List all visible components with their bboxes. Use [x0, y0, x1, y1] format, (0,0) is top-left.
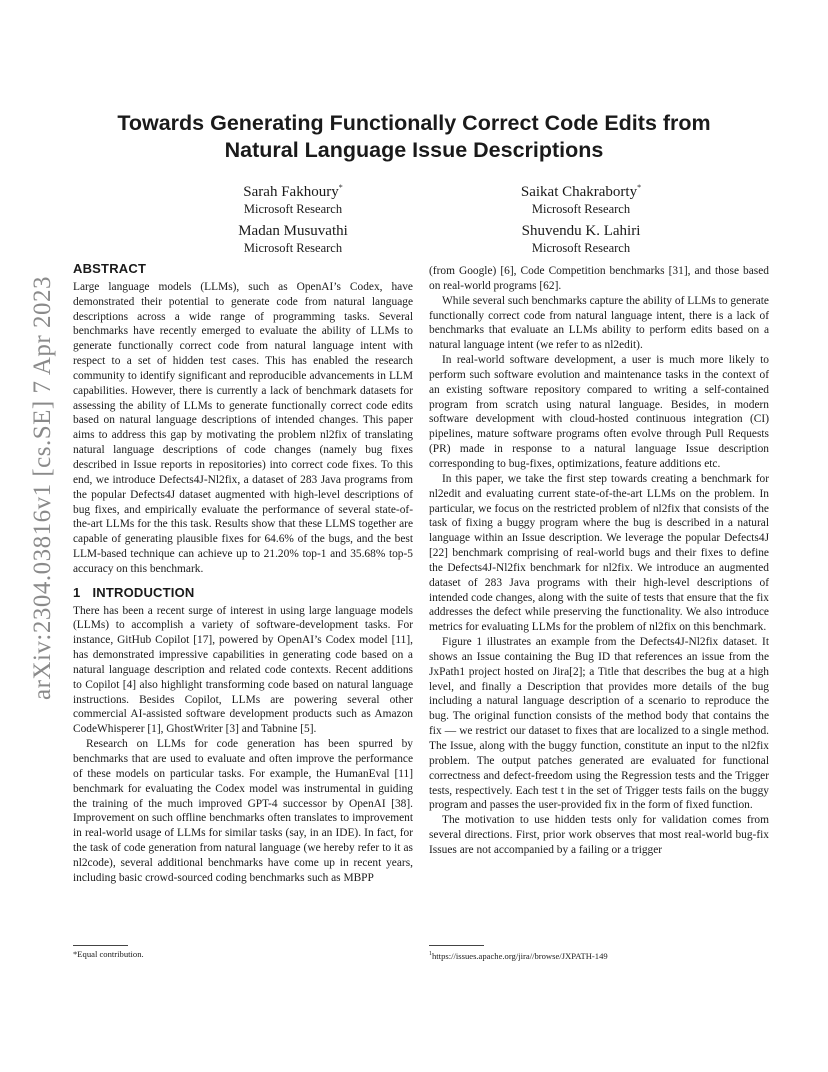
intro-paragraph-5: In real-world software development, a user is much more likely to perform such software evolution and maintenance tasks in the context of an existing software repository compared to writing a self-contained program from scratch using natural language. Besides, in modern software development with cloud-hosted continuous integration (CI) pipelines, mature software programs often evolve through Pull Requests (PR) made in response to a natural language Issue description corresponding to bug-fixes, optimizations, feature additions etc.	[429, 354, 769, 470]
arxiv-identifier: arXiv:2304.03816v1 [cs.SE] 7 Apr 2023	[29, 275, 56, 701]
title-line-1: Towards Generating Functionally Correct Code Edits from	[117, 111, 711, 135]
abstract-text: Large language models (LLMs), such as OpenAI’s Codex, have demonstrated their potential to generate code from natural language descriptions across a wide range of programming tasks. Several benchmarks have recently emerged to evaluate the ability of LLMs to generate functionally correct code from natural language intent with respect to a set of hidden test cases. This has enabled the research community to identify significant and reproducible advancements in LLM capabilities. However, there is currently a lack of benchmark datasets for assessing the ability of LLMs to generate functionally correct code edits based on natural language descriptions of intended changes. This paper aims to address this gap by motivating the problem nl2fix of translating natural language descriptions of code changes (namely bug fixes described in Issue reports in repositories) into correct code fixes. To this end, we introduce Defects4J-Nl2fix, a dataset of 283 Java programs from the popular Defects4J dataset augmented with high-level descriptions of bug fixes, and empirically evaluate the performance of several state-of-the-art LLMs for the this task. Results show that these LLMS together are capable of generating plausible fixes for 64.6% of the bugs, and the best LLM-based technique can achieve up to 21.20% top-1 and 35.68% top-5 accuracy on this benchmark.	[73, 280, 413, 575]
equal-contribution-mark: *	[637, 183, 642, 192]
introduction-heading	[73, 586, 413, 601]
section-title: INTRODUCTION	[92, 584, 195, 600]
author-block	[456, 179, 706, 218]
author-affiliation: Microsoft Research	[243, 202, 343, 216]
author-affiliation: Microsoft Research	[531, 202, 631, 216]
intro-paragraph-2: Research on LLMs for code generation has been spurred by benchmarks that are used to evaluate and often improve the performance of these models on particular tasks. For example, the HumanEval [11] benchmark for evaluating the Codex model was instrumental in guiding the training of the much improved GPT-4 successor by OpenAI [38]. Improvement on such offline benchmarks often translates to improvement in real-world usage of LLMs for similar tasks (say, in an IDE). In fact, for the task of code generation from natural language (we hereby refer to it as nl2code), several additional benchmarks have come up in recent years, including basic crowd-sourced coding benchmarks such as MBPP	[73, 738, 413, 884]
footnote-url	[429, 949, 608, 962]
footnote-rule	[73, 945, 128, 946]
author-affiliation: Microsoft Research	[243, 241, 343, 255]
footnote-rule	[429, 945, 484, 946]
intro-paragraph-4: While several such benchmarks capture the ability of LLMs to generate functionally correct code from natural language intent, there is a lack of benchmarks that evaluate an LLMs ability to perform edits based on a natural language intent (we refer to as nl2edit).	[429, 294, 769, 352]
left-column	[73, 262, 413, 886]
author-name: Shuvendu K. Lahiri	[521, 223, 641, 239]
author-name: Sarah Fakhoury	[243, 184, 339, 200]
section-number: 1	[73, 584, 81, 600]
intro-paragraph-8: The motivation to use hidden tests only for validation comes from several directions. First, prior work observes that most real-world bug-fix Issues are not accompanied by a failing or a trigger	[429, 814, 769, 856]
author-name: Madan Musuvathi	[238, 223, 348, 239]
author-block	[168, 179, 418, 218]
author-block	[456, 223, 706, 257]
intro-paragraph-7: Figure 1 illustrates an example from the Defects4J-Nl2fix dataset. It shows an Issue containing the Bug ID that references an issue from the JxPath1 project hosted on Jira[2]; a Title that describes the bug at a high level, and finally a Description that provides more details of the bug including a natural language description of a scenario to reproduce the bug. The original function consists of the method body that contains the fix — we restrict our dataset to fixes that are localized to a single method. The Issue, along with the buggy function, constitute an input to the nl2fix problem. The output patches generated are evaluated for functional correctness and defect-freedom using the Regression tests and the Trigger tests, respectively. Each test t in the set of Trigger tests fails on the buggy program and passes the user-provided fix in the form of fixed function.	[429, 636, 769, 812]
title-line-2: Natural Language Issue Descriptions	[224, 138, 604, 162]
footnote-mark: 1	[429, 951, 432, 957]
equal-contribution-mark: *	[338, 183, 343, 192]
footnote-equal-contribution: *Equal contribution.	[73, 949, 144, 959]
footnote-url-text: https://issues.apache.org/jira//browse/JXPATH-149	[432, 950, 608, 961]
right-column	[429, 264, 769, 858]
author-name: Saikat Chakraborty	[520, 184, 638, 200]
author-block	[168, 223, 418, 257]
intro-paragraph-3: (from Google) [6], Code Competition benchmarks [31], and those based on real-world programs [62].	[429, 265, 769, 292]
abstract-heading: ABSTRACT	[73, 261, 147, 276]
intro-paragraph-6: In this paper, we take the first step towards creating a benchmark for nl2edit and evaluating current state-of-the-art LLMs on the problem. In particular, we focus on the restricted problem of nl2fix that consists of the task of fixing a buggy program where the bug is described in a natural language within an Issue description. We leverage the popular Defects4J [22] benchmark comprising of real-world bugs and their fixes to define the Defects4J-Nl2fix benchmark for nl2fix. We introduce an augmented dataset of 283 Java programs with their high-level descriptions of intended code changes, along with the suite of tests that ensure that the fix addresses the defect while preserving the functionality. We also introduce metrics for evaluating LLMs for the problem of nl2fix on this benchmark.	[429, 472, 769, 634]
intro-paragraph-1: There has been a recent surge of interest in using large language models (LLMs) to accomplish a variety of software-development tasks. For instance, GitHub Copilot [17], powered by OpenAI’s Codex model [11], has demonstrated impressive capabilities in generating code based on a natural language description and related code contexts. Recent additions to Copilot [4] also highlight transforming code based on natural language instructions. Besides Copilot, LLMs are powering several other commercial AI-assisted software development products such as Amazon CodeWhisperer [1], GhostWriter [3] and Tabnine [5].	[73, 604, 413, 736]
author-affiliation: Microsoft Research	[531, 241, 631, 255]
paper-title	[90, 110, 738, 164]
